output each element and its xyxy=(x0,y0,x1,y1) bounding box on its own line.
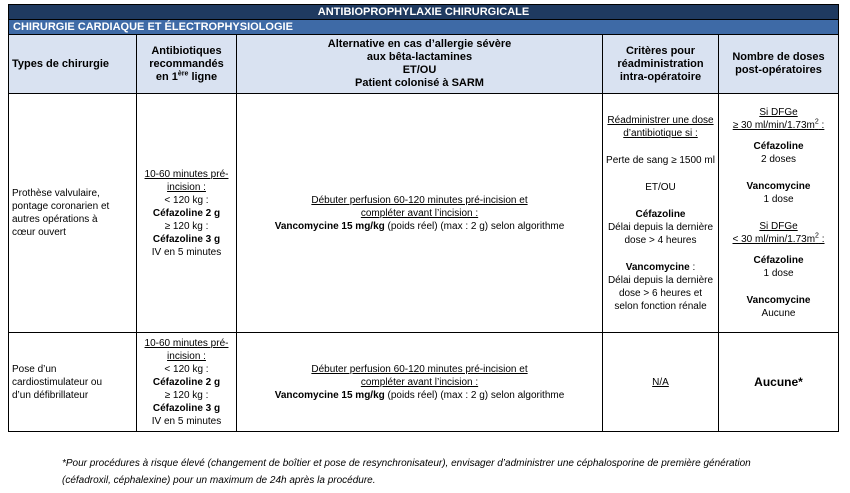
dose-vancomycine-1-count: 1 dose xyxy=(763,194,794,205)
header-doses xyxy=(719,35,839,94)
ab-dose2-drug: Céfazoline 3 g xyxy=(152,233,221,245)
ab-timing-line2: incision : xyxy=(167,181,206,193)
section-title: CHIRURGIE CARDIAQUE ET ÉLECTROPHYSIOLOGIE xyxy=(9,20,839,35)
crit-etou: ET/OU xyxy=(645,181,676,193)
alt2-line1: Débuter perfusion 60-120 minutes pré-incision et xyxy=(311,363,528,375)
cell-doses-2 xyxy=(719,333,839,432)
antibioprophylaxis-table xyxy=(8,4,839,432)
header-alt-line4: Patient colonisé à SARM xyxy=(355,77,484,89)
cell-antibiotics-2 xyxy=(137,333,237,432)
header-antibio-sup: ère xyxy=(177,69,189,77)
ab2-timing-line1: 10-60 minutes pré- xyxy=(144,337,229,349)
ab2-dose1-drug: Céfazoline 2 g xyxy=(152,376,221,388)
header-row xyxy=(9,35,839,94)
alt-rest: (poids réel) (max : 2 g) selon algorithme xyxy=(384,220,565,232)
crit-cefa-line2: dose > 4 heures xyxy=(624,234,697,246)
type2-line3: d’un défibrillateur xyxy=(12,389,89,401)
ab-dose1-drug: Céfazoline 2 g xyxy=(152,207,221,219)
cell-alternative xyxy=(237,94,603,333)
crit-head-line2: d’antibiotique si : xyxy=(623,127,698,139)
ab2-dose2-weight: ≥ 120 kg : xyxy=(164,389,209,401)
ab-timing-line1: 10-60 minutes pré- xyxy=(144,168,229,180)
title-row xyxy=(9,5,839,20)
footnote xyxy=(62,455,842,489)
footnote-line1: *Pour procédures à risque élevé (changement de boîtier et pose de resynchronisateur), envisager d’administrer une céphalosporine de première génération xyxy=(62,458,751,469)
header-antibio-line1: Antibiotiques xyxy=(151,44,222,57)
doses2-none: Aucune* xyxy=(754,374,803,389)
alt-drug-line xyxy=(240,220,599,233)
cell-antibiotics xyxy=(137,94,237,333)
dose-vancomycine-2-count: Aucune xyxy=(761,308,796,319)
cell-doses xyxy=(719,94,839,333)
ab-dose1 xyxy=(140,194,233,220)
type-line2: pontage coronarien et xyxy=(12,201,110,212)
dose-cefazoline-1: Céfazoline xyxy=(753,141,804,152)
table-title: ANTIBIOPROPHYLAXIE CHIRURGICALE xyxy=(9,5,839,20)
dose-if2-value: < 30 ml/min/1.73m xyxy=(732,234,816,245)
ab-dose1-weight: < 120 kg : xyxy=(164,194,209,206)
cell-surgery-type-2 xyxy=(9,333,137,432)
crit-vanco-line3: selon fonction rénale xyxy=(614,300,707,312)
table-row-cardiac-surgery xyxy=(9,94,839,333)
dose-vancomycine-2: Vancomycine xyxy=(746,295,811,306)
crit-vanco-colon: : xyxy=(689,261,696,273)
dose-cefazoline-2-count: 1 dose xyxy=(763,268,794,279)
header-alternative xyxy=(237,35,603,94)
alt-drug: Vancomycine 15 mg/kg xyxy=(274,220,385,232)
header-antibio-en: en 1 xyxy=(155,70,178,83)
section-row xyxy=(9,20,839,35)
dose-vancomycine-1: Vancomycine xyxy=(746,181,811,192)
dose-if2-line1: Si DFGe xyxy=(759,221,798,232)
header-doses-line1: Nombre de doses xyxy=(732,51,825,63)
dose-cefazoline-2: Céfazoline xyxy=(753,255,804,266)
header-types xyxy=(9,35,137,94)
header-crit-line2: réadministration xyxy=(617,57,704,70)
header-antibiotics xyxy=(137,35,237,94)
crit-cefa-line1: Délai depuis la dernière xyxy=(607,221,714,233)
ab-route: IV en 5 minutes xyxy=(151,246,222,258)
crit-vanco-title xyxy=(606,261,715,274)
dose-if2-end: : xyxy=(818,234,825,245)
dose-if2-sup: 2 xyxy=(815,232,819,240)
crit-vanco-line1: Délai depuis la dernière xyxy=(607,274,714,286)
crit-head-line1: Réadministrer une dose xyxy=(607,114,714,126)
type2-line2: cardiostimulateur ou xyxy=(12,376,103,388)
alt-line2: compléter avant l’incision : xyxy=(360,207,479,219)
crit-blood-loss: Perte de sang ≥ 1500 ml xyxy=(606,154,715,166)
crit-cefazoline: Céfazoline xyxy=(635,208,686,220)
ab2-route: IV en 5 minutes xyxy=(151,415,222,427)
header-crit-line3: intra-opératoire xyxy=(619,70,702,83)
cell-criteria xyxy=(603,94,719,333)
alt2-drug-line xyxy=(240,389,599,402)
dose-if1-line2 xyxy=(722,119,835,132)
ab2-dose2 xyxy=(140,389,233,415)
alt2-line2: compléter avant l’incision : xyxy=(360,376,479,388)
ab2-dose2-drug: Céfazoline 3 g xyxy=(152,402,221,414)
ab-dose2 xyxy=(140,220,233,246)
ab2-dose1-weight: < 120 kg : xyxy=(164,363,209,375)
footnote-line2: (céfadroxil, céphalexine) pour un maximum de 24h après la procédure. xyxy=(62,475,376,486)
alt2-drug: Vancomycine 15 mg/kg xyxy=(274,389,385,401)
cell-alternative-2 xyxy=(237,333,603,432)
header-crit-line1: Critères pour xyxy=(625,44,696,57)
crit2-na: N/A xyxy=(652,376,669,388)
crit-vancomycine: Vancomycine xyxy=(625,261,690,273)
header-antibio-ligne: ligne xyxy=(188,70,218,83)
header-alt-line3: ET/OU xyxy=(402,64,437,76)
ab-dose2-weight: ≥ 120 kg : xyxy=(164,220,209,232)
type-line3: autres opérations à xyxy=(12,214,98,225)
dose-if1-end: : xyxy=(818,120,825,131)
crit-vanco-line2: dose > 6 heures et xyxy=(618,287,703,299)
cell-criteria-2 xyxy=(603,333,719,432)
alt2-rest: (poids réel) (max : 2 g) selon algorithme xyxy=(384,389,565,401)
ab2-timing-line2: incision : xyxy=(167,350,206,362)
dose-if1-value: ≥ 30 ml/min/1.73m xyxy=(732,120,815,131)
header-criteria xyxy=(603,35,719,94)
type-line4: cœur ouvert xyxy=(12,227,66,238)
header-alt-line2: aux bêta-lactamines xyxy=(366,51,473,63)
header-antibio-line3 xyxy=(140,71,233,84)
header-types-label: Types de chirurgie xyxy=(12,57,109,70)
alt-line1: Débuter perfusion 60-120 minutes pré-incision et xyxy=(311,194,528,206)
header-doses-line2: post-opératoires xyxy=(735,64,822,76)
header-antibio-line2: recommandés xyxy=(149,57,224,70)
type-line1: Prothèse valvulaire, xyxy=(12,188,100,199)
type2-line1: Pose d’un xyxy=(12,363,57,375)
dose-if2-line2 xyxy=(722,233,835,246)
ab2-dose1 xyxy=(140,363,233,389)
dose-if1-line1: Si DFGe xyxy=(759,107,798,118)
cell-surgery-type xyxy=(9,94,137,333)
header-alt-line1: Alternative en cas d’allergie sévère xyxy=(327,38,512,50)
table-row-pacemaker xyxy=(9,333,839,432)
dose-if1-sup: 2 xyxy=(814,118,819,126)
dose-cefazoline-1-count: 2 doses xyxy=(761,154,797,165)
